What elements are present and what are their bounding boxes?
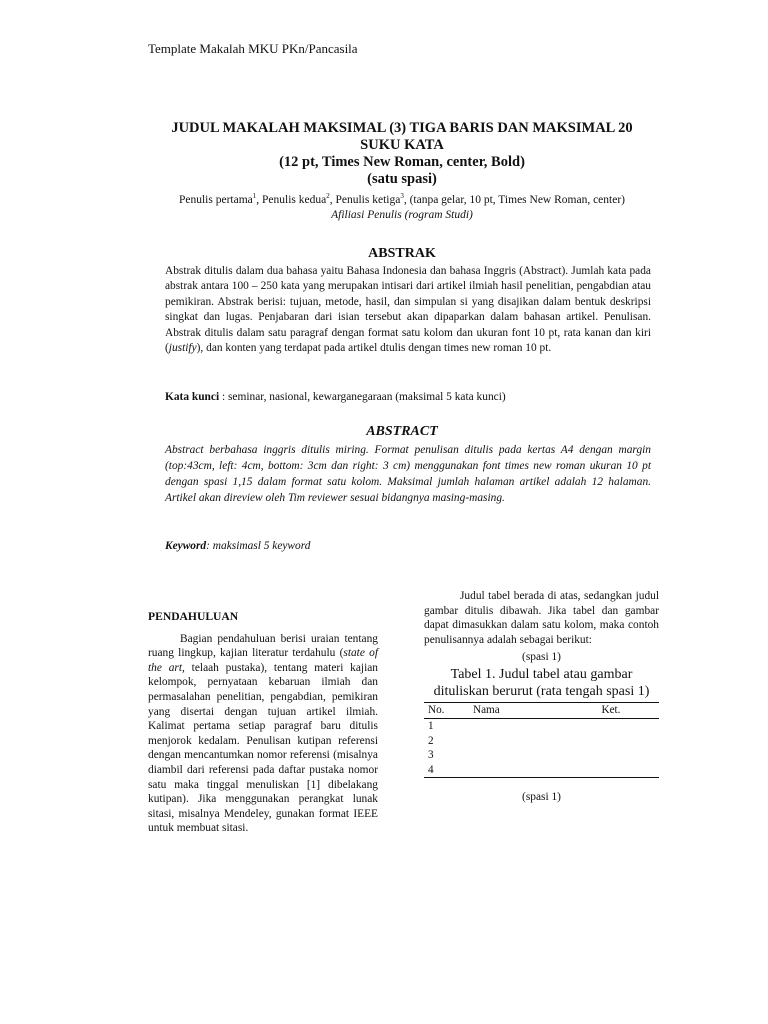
abstrak-text-2: ), dan konten yang terdapat pada artikel dtulis dengan times new roman 10 pt. <box>196 342 552 355</box>
table-cell-no: 1 <box>428 720 434 733</box>
table-cell-no: 4 <box>424 763 473 778</box>
paper-title-line-3: (12 pt, Times New Roman, center, Bold) <box>279 154 525 170</box>
table-row <box>424 748 659 763</box>
authors-line <box>140 189 664 208</box>
author-3-sup: 3 <box>400 192 404 200</box>
paper-title-line-1: JUDUL MAKALAH MAKSIMAL (3) TIGA BARIS DAN MAKSIMAL 20 <box>171 120 633 136</box>
table-intro-paragraph: Judul tabel berada di atas, sedangkan judul gambar ditulis dibawah. Jika tabel dan gambar dapat dimasukkan dalam satu kolom, maka contoh penulisannya adalah sebagai berikut: <box>424 590 659 646</box>
table-header-no: No. <box>424 702 473 718</box>
affiliation: Afiliasi Penulis (rogram Studi) <box>331 208 473 221</box>
left-column <box>148 610 378 836</box>
title-block <box>140 120 664 222</box>
spasi-note-top: (spasi 1) <box>522 651 561 664</box>
author-2-sup: 2 <box>326 192 330 200</box>
kata-kunci <box>165 391 651 403</box>
table-header-ket: Ket. <box>563 702 659 718</box>
table-row <box>424 718 659 733</box>
abstract-heading: ABSTRACT <box>366 424 438 439</box>
author-3: , Penulis ketiga <box>329 193 401 206</box>
pendahuluan-heading: PENDAHULUAN <box>148 610 239 623</box>
table-row <box>424 763 659 778</box>
page-header: Template Makalah MKU PKn/Pancasila <box>148 41 358 56</box>
kata-kunci-text: : seminar, nasional, kewarganegaraan (maksimal 5 kata kunci) <box>219 391 506 403</box>
right-column <box>424 589 659 805</box>
table-cell-no: 2 <box>428 734 434 747</box>
table-row <box>424 734 659 749</box>
pendahuluan-paragraph <box>148 632 378 836</box>
keyword-label: Keyword <box>165 540 207 552</box>
author-1-sup: 1 <box>252 192 257 200</box>
pendahuluan-text-1: Bagian pendahuluan berisi uraian tentang ruang lingkup, kajian literatur terdahulu ( <box>148 632 378 660</box>
author-1: Penulis pertama <box>178 193 253 206</box>
abstrak-text-italic: justify <box>168 342 197 355</box>
pendahuluan-text-italic: state of the art, <box>148 647 378 674</box>
abstrak-heading: ABSTRAK <box>368 246 436 261</box>
spasi-note-bottom: (spasi 1) <box>522 791 561 804</box>
authors-note: , (tanpa gelar, 10 pt, Times New Roman, center) <box>403 193 625 206</box>
table-header-nama: Nama <box>473 702 563 718</box>
kata-kunci-label: Kata kunci <box>165 391 220 403</box>
abstrak-text-1: Abstrak ditulis dalam dua bahasa yaitu Bahasa Indonesia dan bahasa Inggris (Abstract). Jumlah kata pada abstrak antara 100 – 250 kata yang merupakan intisari dari artikel ilmiah hasil penelitian, pengabdian atau pemikiran. Abstrak berisi: tujuan, metode, hasil, dan simpulan si yang disajikan dalam bentuk deskripsi singkat dan lugas. Penjabaran dari isian tersebut akan dipaparkan dalam bahasan artikel. Penulisan. Abstrak ditulis dalam satu paragraf dengan format satu kolom dan ukuran font 10 pt, rata kanan dan kiri ( <box>165 265 651 355</box>
table-header-row <box>424 702 659 718</box>
author-2: , Penulis kedua <box>256 193 327 206</box>
table-caption: Tabel 1. Judul tabel atau gambar dituliskan berurut (rata tengah spasi 1) <box>433 666 650 700</box>
table-cell-no: 3 <box>428 749 434 762</box>
keyword-line <box>165 540 651 552</box>
abstrak-body <box>165 264 651 356</box>
paper-title-line-4: (satu spasi) <box>367 171 437 187</box>
abstract-body: Abstract berbahasa inggris ditulis miring. Format penulisan ditulis pada kertas A4 dengan margin (top:43cm, left: 4cm, bottom: 3cm dan right: 3 cm) menggunakan font times new roman ukuran 10 pt dengan spasi 1,15 dalam format satu kolom. Maksimal jumlah halaman artikel adalah 12 halaman. Artikel akan direview oleh Tim reviewer sesuai bidangnya masing-masing. <box>165 444 651 504</box>
pendahuluan-text-2: telaah pustaka), tentang materi kajian kelompok, pernyataan kebaruan ilmiah dan permasalahan penelitian, pengabdian, pemikiran yang disertai dengan tujuan artikel ilmiah. Kalimat pertama setiap paragraf baru ditulis menjorok kedalam. Penulisan kutipan referensi dengan mencantumkan nomor referensi (misalnya diambil dari referensi pada daftar pustaka nomor satu maka tinggal menuliskan [1] dibelakang kutipan). Jika menggunakan perangkat lunak sitasi, misalnya Mendeley, gunakan format IEEE untuk membuat sitasi. <box>148 661 378 835</box>
keyword-text: : maksimasl 5 keyword <box>206 540 311 552</box>
paper-title-line-2: SUKU KATA <box>360 137 444 153</box>
example-table <box>424 702 659 778</box>
